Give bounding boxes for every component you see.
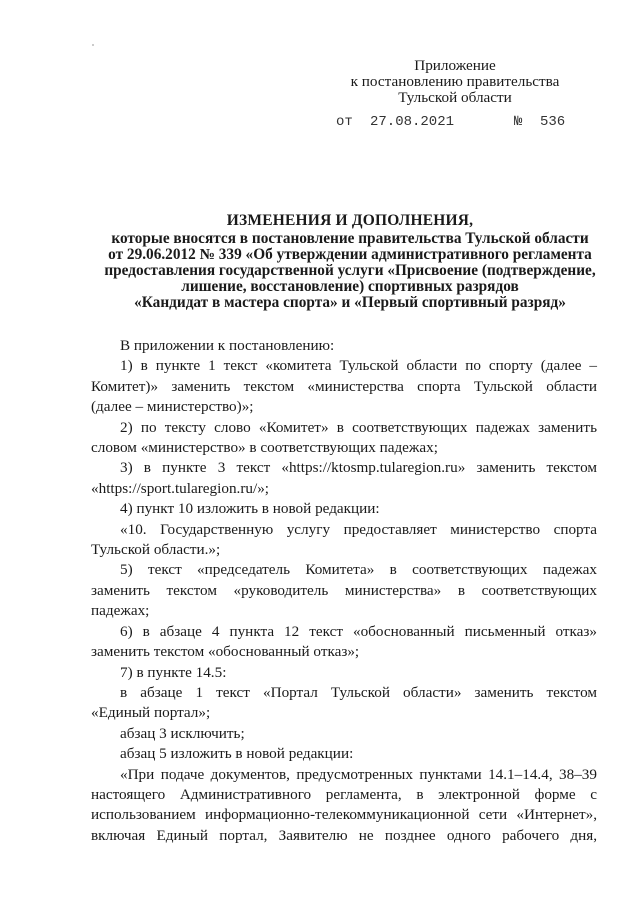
body-line: настоящего Административного регламента, в электронной форме с	[91, 785, 597, 803]
body-line: Тульской области.»;	[91, 541, 221, 559]
body-line: падежах;	[91, 602, 150, 620]
body-line: 3) в пункте 3 текст «https://ktosmp.tularegion.ru» заменить текстом	[120, 459, 597, 477]
decree-date-number	[336, 114, 576, 134]
body-line: В приложении к постановлению:	[120, 337, 335, 354]
body-line: 6) в абзаце 4 пункта 12 текст «обоснованный письменный отказ»	[120, 622, 597, 640]
body-line: (далее – министерство)»;	[91, 398, 254, 416]
body-line: 4) пункт 10 изложить в новой редакции:	[120, 500, 380, 518]
document-body	[91, 336, 597, 846]
title-line: которые вносятся в постановление правительства Тульской области	[111, 230, 589, 247]
body-line: заменить текстом «обоснованный отказ»;	[91, 643, 360, 661]
body-line: абзац 5 изложить в новой редакции:	[120, 745, 354, 763]
from-label: от	[336, 114, 353, 130]
body-line: «Единый портал»;	[91, 704, 211, 722]
decree-date: 27.08.2021	[370, 114, 455, 130]
title-line: «Кандидат в мастера спорта» и «Первый спортивный разряд»	[134, 294, 566, 311]
appendix-region: Тульской области	[398, 89, 512, 106]
appendix-to-decree: к постановлению правительства	[350, 73, 560, 90]
body-line: 5) текст «председатель Комитета» в соответствующих падежах	[120, 561, 597, 579]
title-main: ИЗМЕНЕНИЯ И ДОПОЛНЕНИЯ,	[226, 212, 474, 229]
body-line: использованием информационно-телекоммуникационной сети «Интернет»,	[91, 806, 597, 824]
body-line: 7) в пункте 14.5:	[120, 663, 227, 681]
number-label: №	[514, 114, 523, 130]
body-line: Комитет)» заменить текстом «министерства спорта Тульской области	[91, 377, 597, 395]
body-line: «При подаче документов, предусмотренных пунктами 14.1–14.4, 38–39	[120, 765, 597, 783]
title-line: лишение, восстановление) спортивных разрядов	[181, 278, 519, 295]
decree-number: 536	[540, 114, 566, 130]
body-line: «10. Государственную услугу предоставляет министерство спорта	[120, 520, 597, 538]
body-line: 1) в пункте 1 текст «комитета Тульской области по спорту (далее –	[120, 357, 597, 375]
scan-speck	[92, 44, 94, 46]
body-line: заменить текстом «руководитель министерства» в соответствующих	[91, 581, 597, 599]
body-line: абзац 3 исключить;	[120, 724, 245, 742]
appendix-label: Приложение	[414, 57, 496, 74]
body-line: включая Единый портал, Заявителю не позднее одного рабочего дня,	[91, 826, 597, 844]
title-line: предоставления государственной услуги «Присвоение (подтверждение,	[104, 262, 596, 279]
body-line: словом «министерство» в соответствующих падежах;	[91, 439, 438, 457]
document-title	[60, 213, 640, 311]
body-line: «https://sport.tularegion.ru/»;	[91, 479, 270, 497]
body-line: в абзаце 1 текст «Портал Тульской области» заменить текстом	[120, 683, 597, 701]
appendix-header	[330, 58, 580, 106]
title-line: от 29.06.2012 № 339 «Об утверждении административного регламента	[108, 246, 592, 263]
body-line: 2) по тексту слово «Комитет» в соответствующих падежах заменить	[120, 418, 597, 436]
